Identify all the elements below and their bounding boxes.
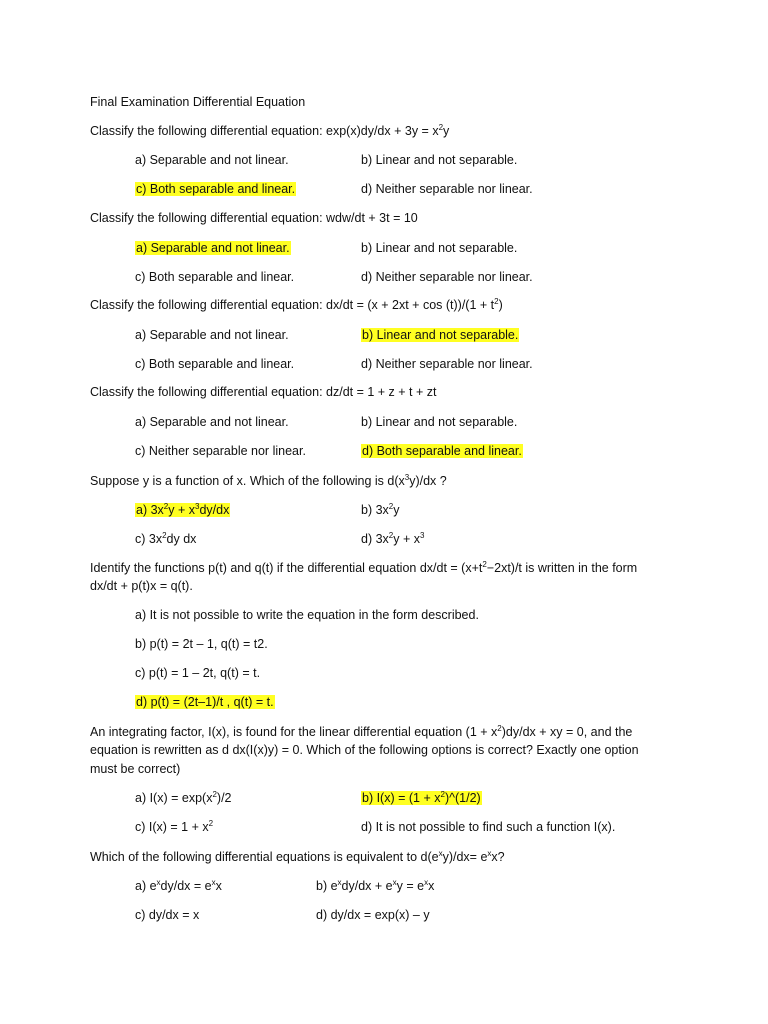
question-2-prompt: Classify the following differential equation: wdw/dt + 3t = 10	[90, 211, 418, 225]
question-5-option-a	[135, 502, 230, 518]
question-7-option-c: c) $I(x) = 1 + x^2$	[135, 819, 214, 834]
question-2-option-c: c) Both separable and linear.	[135, 270, 295, 284]
question-3-option-b	[361, 327, 519, 343]
question-8-prompt: Which of the following differential equations is equivalent to $d(e^xy)/dx= e^xx$?	[90, 849, 505, 864]
question-3-option-d: d) Neither separable nor linear.	[361, 357, 533, 371]
question-5-prompt: Suppose y is a function of x. Which of the following is $d(x^3y)/dx$ ?	[90, 473, 447, 488]
question-5-option-d: d) $3x^2y + x^3$	[361, 531, 425, 546]
question-2-option-d: d) Neither separable nor linear.	[361, 270, 533, 284]
question-6-option-c: c) p(t) = 1 – 2t, q(t) = t.	[135, 666, 261, 680]
question-4-option-b: b) Linear and not separable.	[361, 415, 518, 429]
question-4-option-a: a) Separable and not linear.	[135, 415, 289, 429]
question-7-prompt-line-3: must be correct)	[90, 762, 181, 776]
question-4-option-c: c) Neither separable nor linear.	[135, 444, 306, 458]
question-1-option-a: a) Separable and not linear.	[135, 153, 289, 167]
question-3-option-c: c) Both separable and linear.	[135, 357, 295, 371]
question-5-option-c: c) $3x^2dy$ dx	[135, 531, 197, 546]
question-1-option-c	[135, 181, 296, 197]
question-3-option-a: a) Separable and not linear.	[135, 328, 289, 342]
question-8-option-a: a) $e^xdy/dx = e^xx$	[135, 878, 222, 893]
answer-highlight: a) Separable and not linear.	[136, 241, 290, 255]
question-7-option-a: a) $I(x) = \exp(x^2)/2$	[135, 790, 232, 805]
question-8-option-b: b) $e^xdy/dx + e^xy = e^xx$	[316, 878, 435, 893]
question-8-option-d: d) dy/dx = exp(x) – y	[316, 908, 430, 922]
answer-highlight: b) Linear and not separable.	[362, 328, 519, 342]
question-6-option-d	[135, 694, 275, 710]
question-4-option-d	[361, 443, 523, 459]
question-3-prompt: Classify the following differential equation: $dx/dt = (x + 2xt + \cos (t))/(1 + t^2)$	[90, 297, 503, 312]
answer-highlight: d) Both separable and linear.	[362, 444, 522, 458]
question-2-option-a	[135, 240, 291, 256]
question-6-option-b: b) p(t) = 2t – 1, q(t) = t2.	[135, 637, 268, 651]
question-1-option-d: d) Neither separable nor linear.	[361, 182, 533, 196]
document-title: Final Examination Differential Equation	[90, 95, 306, 109]
answer-highlight: d) p(t) = (2t–1)/t , q(t) = t.	[136, 695, 274, 709]
question-7-prompt-line-2: equation is rewritten as d dx(I(x)y) = 0. Which of the following options is correct? Exactly one option	[90, 743, 639, 757]
question-4-prompt: Classify the following differential equation: dz/dt = 1 + z + t + zt	[90, 385, 437, 399]
question-8-option-c: c) dy/dx = x	[135, 908, 200, 922]
question-1-option-b: b) Linear and not separable.	[361, 153, 518, 167]
question-6-option-a: a) It is not possible to write the equation in the form described.	[135, 608, 479, 622]
question-1-prompt: Classify the following differential equation: $\exp(x)dy/dx + 3y = x^2y$	[90, 123, 450, 138]
answer-highlight: c) Both separable and linear.	[136, 182, 296, 196]
question-6-prompt-line-2: dx/dt + p(t)x = q(t).	[90, 579, 193, 593]
question-6-prompt-line-1: Identify the functions p(t) and q(t) if the differential equation $dx/dt = (x+t^2-2xt)/t$ is written in the form	[90, 560, 638, 575]
question-7-option-d: d) It is not possible to find such a function I(x).	[361, 820, 616, 834]
answer-highlight: b) $I(x) = (1 + x^2)\^{}(1/2)$	[362, 790, 481, 805]
question-7-prompt-line-1: An integrating factor, I(x), is found for the linear differential equation $(1 + x^2)dy/dx$ + xy = 0, and the	[90, 724, 633, 739]
question-2-option-b: b) Linear and not separable.	[361, 241, 518, 255]
question-7-option-b	[361, 790, 482, 806]
question-5-option-b: b) $3x^2y$	[361, 502, 400, 517]
answer-highlight: a) $3x^2y + x^3dy/dx$	[136, 502, 230, 517]
